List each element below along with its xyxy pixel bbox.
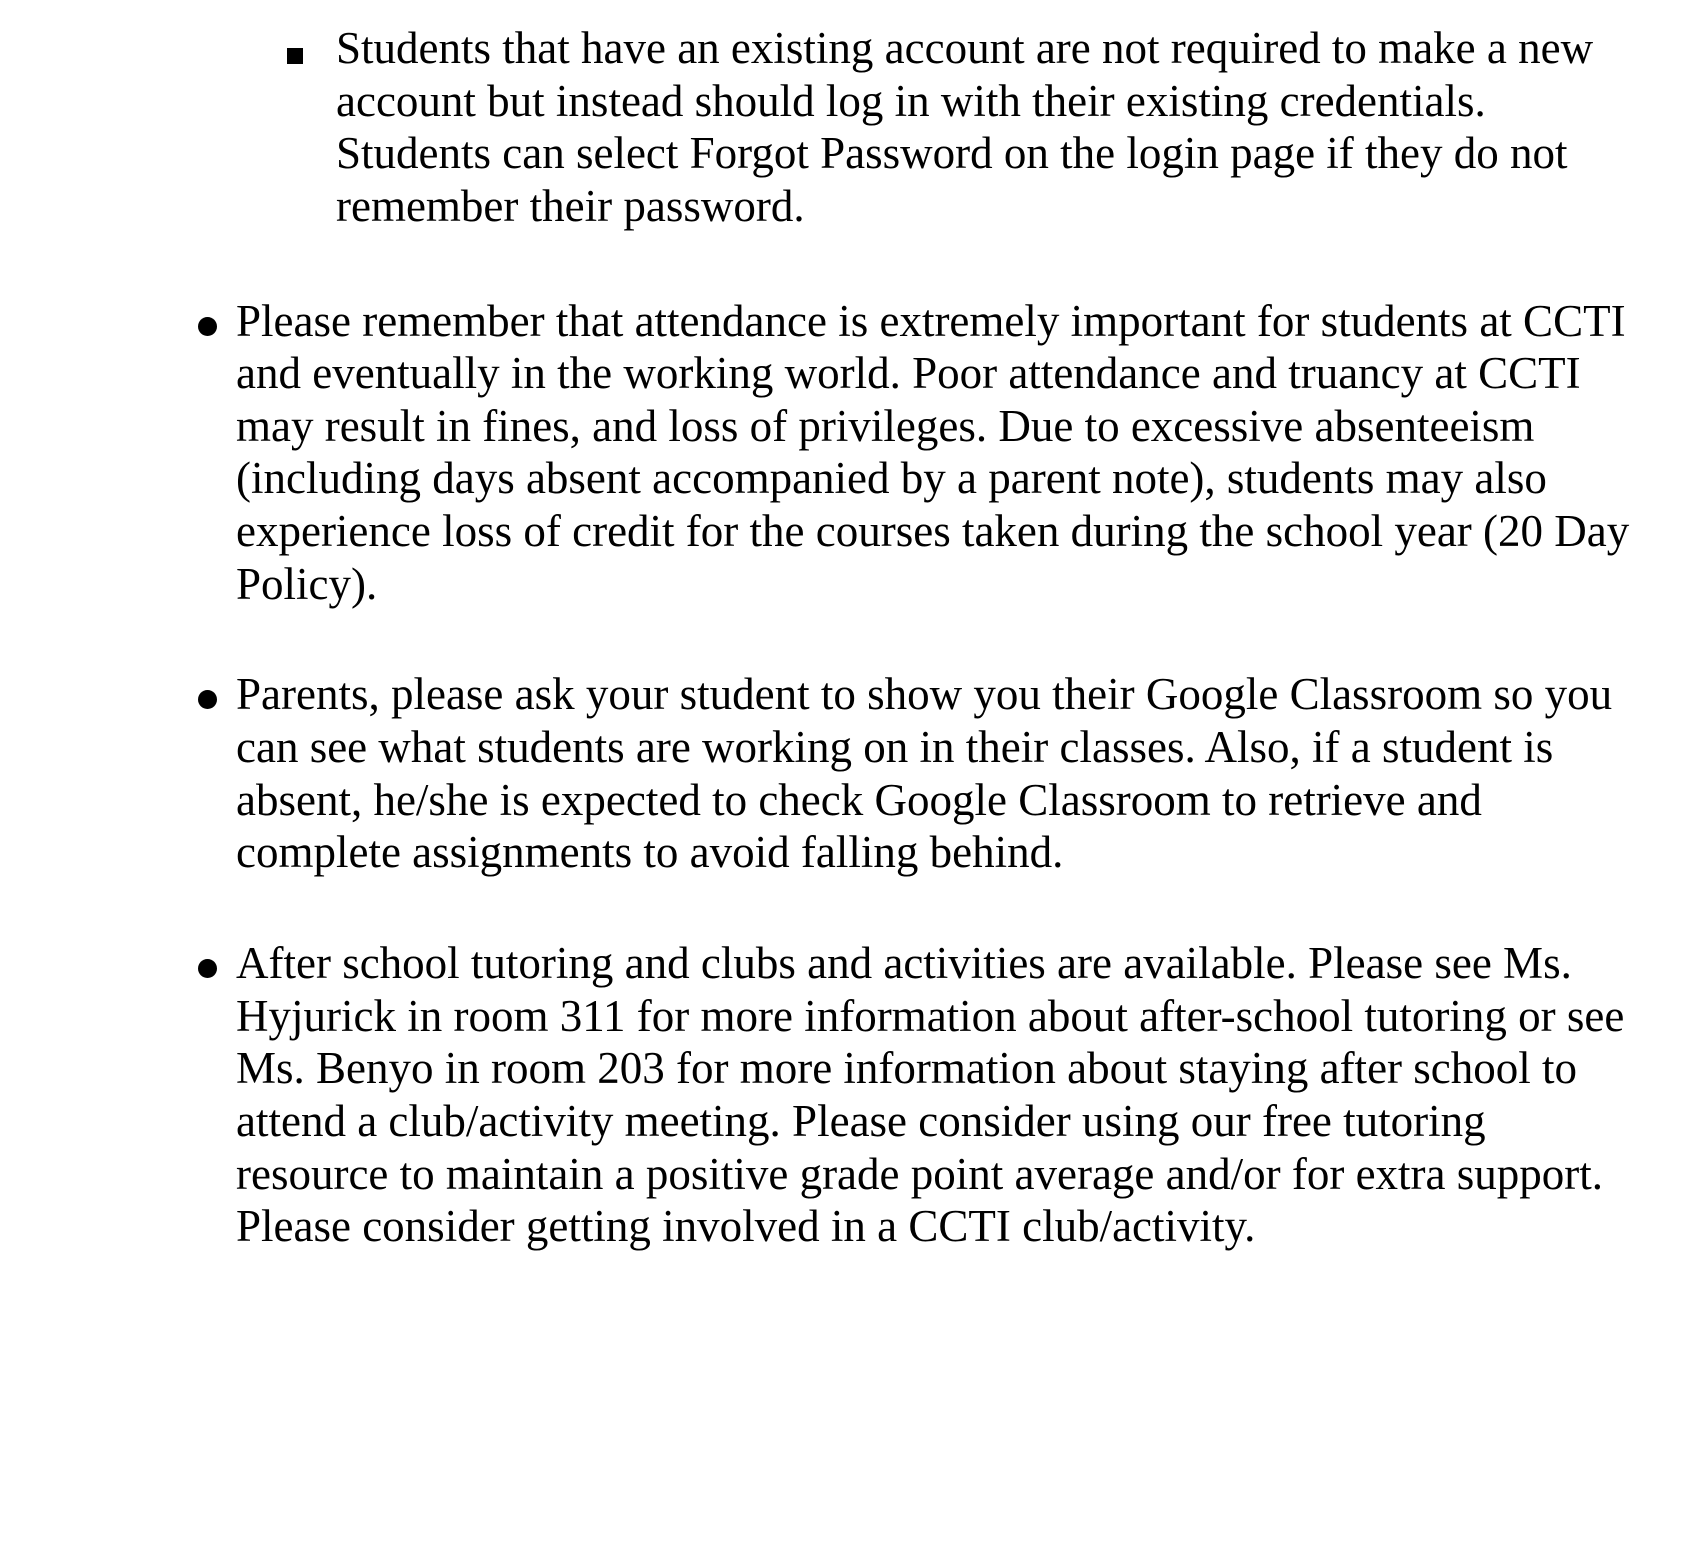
document-body <box>60 22 1640 1253</box>
list-item-text: After school tutoring and clubs and activities are available. Please see Ms. Hyjurick in room 311 for more information about after-school tutoring or see Ms. Benyo in room 203 for more information about staying after school to attend a club/activity meeting. Please consider using our free tutoring resource to maintain a positive grade point average and/or for extra support. Please consider getting involved in a CCTI club/activity. <box>236 937 1625 1252</box>
list-item-text: Parents, please ask your student to show you their Google Classroom so you can see what students are working on in their classes. Also, if a student is absent, he/she is expected to check Google Classroom to retrieve and complete assignments to avoid falling behind. <box>236 669 1613 878</box>
list-item <box>138 668 1640 879</box>
disc-bullet-icon <box>198 690 217 709</box>
spacer <box>60 610 1640 668</box>
disc-bullet-icon <box>198 317 217 336</box>
list-item <box>138 295 1640 611</box>
spacer <box>60 879 1640 937</box>
list-item-text: Please remember that attendance is extremely important for students at CCTI and eventually in the working world. Poor attendance and truancy at CCTI may result in fines, and loss of privileges. Due to excessive absenteeism (including days absent accompanied by a parent note), students may also experience loss of credit for the courses taken during the school year (20 Day Policy). <box>236 295 1630 609</box>
list-item <box>232 22 1640 233</box>
sub-bullet-list <box>60 22 1640 233</box>
disc-bullet-icon <box>198 959 217 978</box>
list-item <box>138 937 1640 1253</box>
square-bullet-icon <box>287 48 303 64</box>
spacer <box>60 233 1640 295</box>
list-item-text: Students that have an existing account are not required to make a new account but instead should log in with their existing credentials. Students can select Forgot Password on the login page if they do not remember their password. <box>336 23 1594 231</box>
main-bullet-list <box>60 295 1640 1253</box>
